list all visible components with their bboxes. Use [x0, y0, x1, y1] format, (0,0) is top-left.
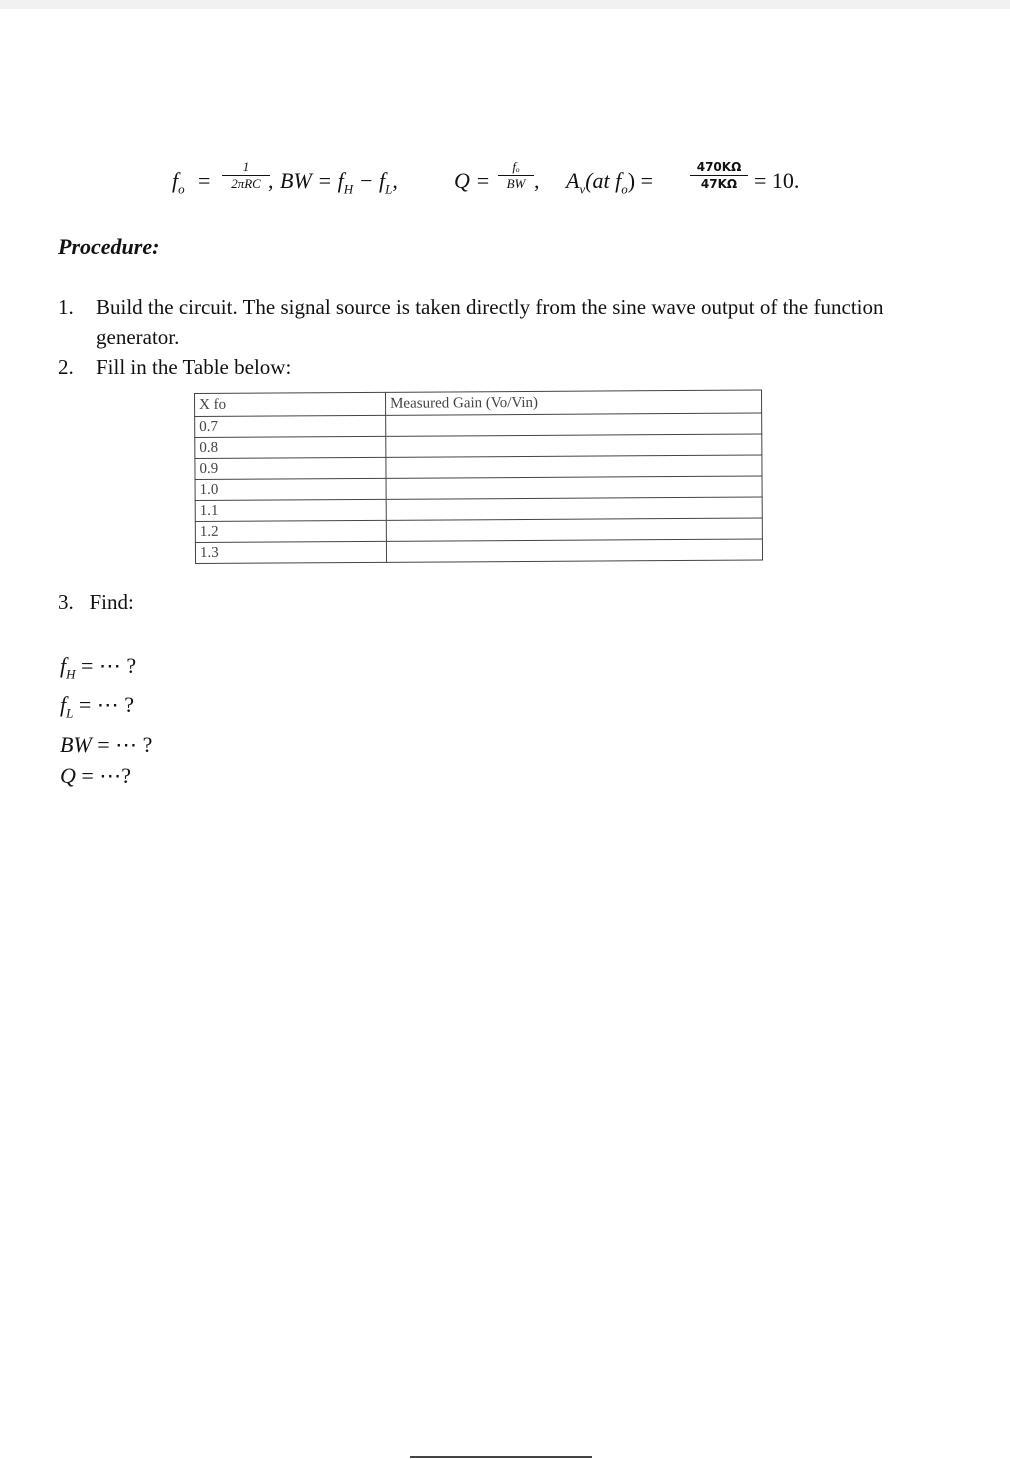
- fraction-1-over-2pirc: 1 2πRC: [222, 160, 270, 191]
- equals-sign: =: [198, 168, 211, 193]
- fraction-resistors: 470KΩ 47KΩ: [690, 160, 748, 191]
- x-fo-cell: 1.2: [195, 520, 386, 542]
- x-fo-cell: 0.8: [195, 436, 386, 458]
- x-fo-cell: 1.3: [195, 541, 386, 563]
- procedure-heading: Procedure:: [58, 234, 160, 259]
- header-measured-gain: Measured Gain (Vo/Vin): [385, 390, 761, 415]
- procedure-steps: [58, 292, 958, 382]
- answer-fh: $f_H$ = ⋯ ?: [60, 653, 137, 682]
- x-fo-cell: 0.7: [195, 415, 386, 437]
- gain-table: [194, 390, 763, 564]
- answers-block: [60, 650, 152, 791]
- step-2: [58, 352, 958, 382]
- answer-bw: BW = ⋯ ?: [60, 731, 153, 757]
- gain-cell: [386, 539, 762, 562]
- step-1: [58, 292, 958, 352]
- step-number: 3.: [58, 590, 74, 614]
- x-fo-cell: 1.0: [195, 478, 386, 500]
- answer-q: Q = ⋯?: [60, 762, 132, 788]
- gain-cell: [386, 476, 762, 499]
- top-bar: [0, 0, 1010, 9]
- step-number: 2.: [58, 355, 74, 379]
- step-text: Find:: [89, 590, 134, 614]
- page-divider: [410, 1456, 592, 1458]
- table-row: [195, 539, 762, 563]
- gain-cell: [386, 497, 762, 520]
- step-text: Fill in the Table below:: [96, 355, 292, 379]
- fraction-fo-over-bw: fₒ BW: [498, 160, 534, 191]
- x-fo-cell: 0.9: [195, 457, 386, 479]
- x-fo-cell: 1.1: [195, 499, 386, 521]
- gain-cell: [386, 518, 762, 541]
- gain-cell: [386, 413, 762, 436]
- gain-cell: [386, 434, 762, 457]
- table-header-row: [195, 390, 762, 416]
- gain-formula: $A_v(at$ $f_o$) =: [566, 168, 654, 197]
- bandwidth-formula: BW = $f_H - f_L$,: [280, 168, 398, 197]
- fo-symbol: $f_o$: [172, 168, 185, 197]
- formula-line: [172, 160, 872, 206]
- step-text: Build the circuit. The signal source is taken directly from the sine wave output of the function generator.: [96, 295, 884, 349]
- comma-2: ,: [534, 168, 540, 193]
- step-3: [58, 590, 134, 615]
- q-symbol: Q =: [454, 168, 491, 193]
- step-number: 1.: [58, 295, 74, 319]
- answer-fl: $f_L$ = ⋯ ?: [60, 692, 135, 721]
- comma: ,: [268, 168, 274, 193]
- header-x-fo: X fo: [195, 392, 386, 416]
- gain-cell: [386, 455, 762, 478]
- gain-result: = 10.: [754, 168, 800, 193]
